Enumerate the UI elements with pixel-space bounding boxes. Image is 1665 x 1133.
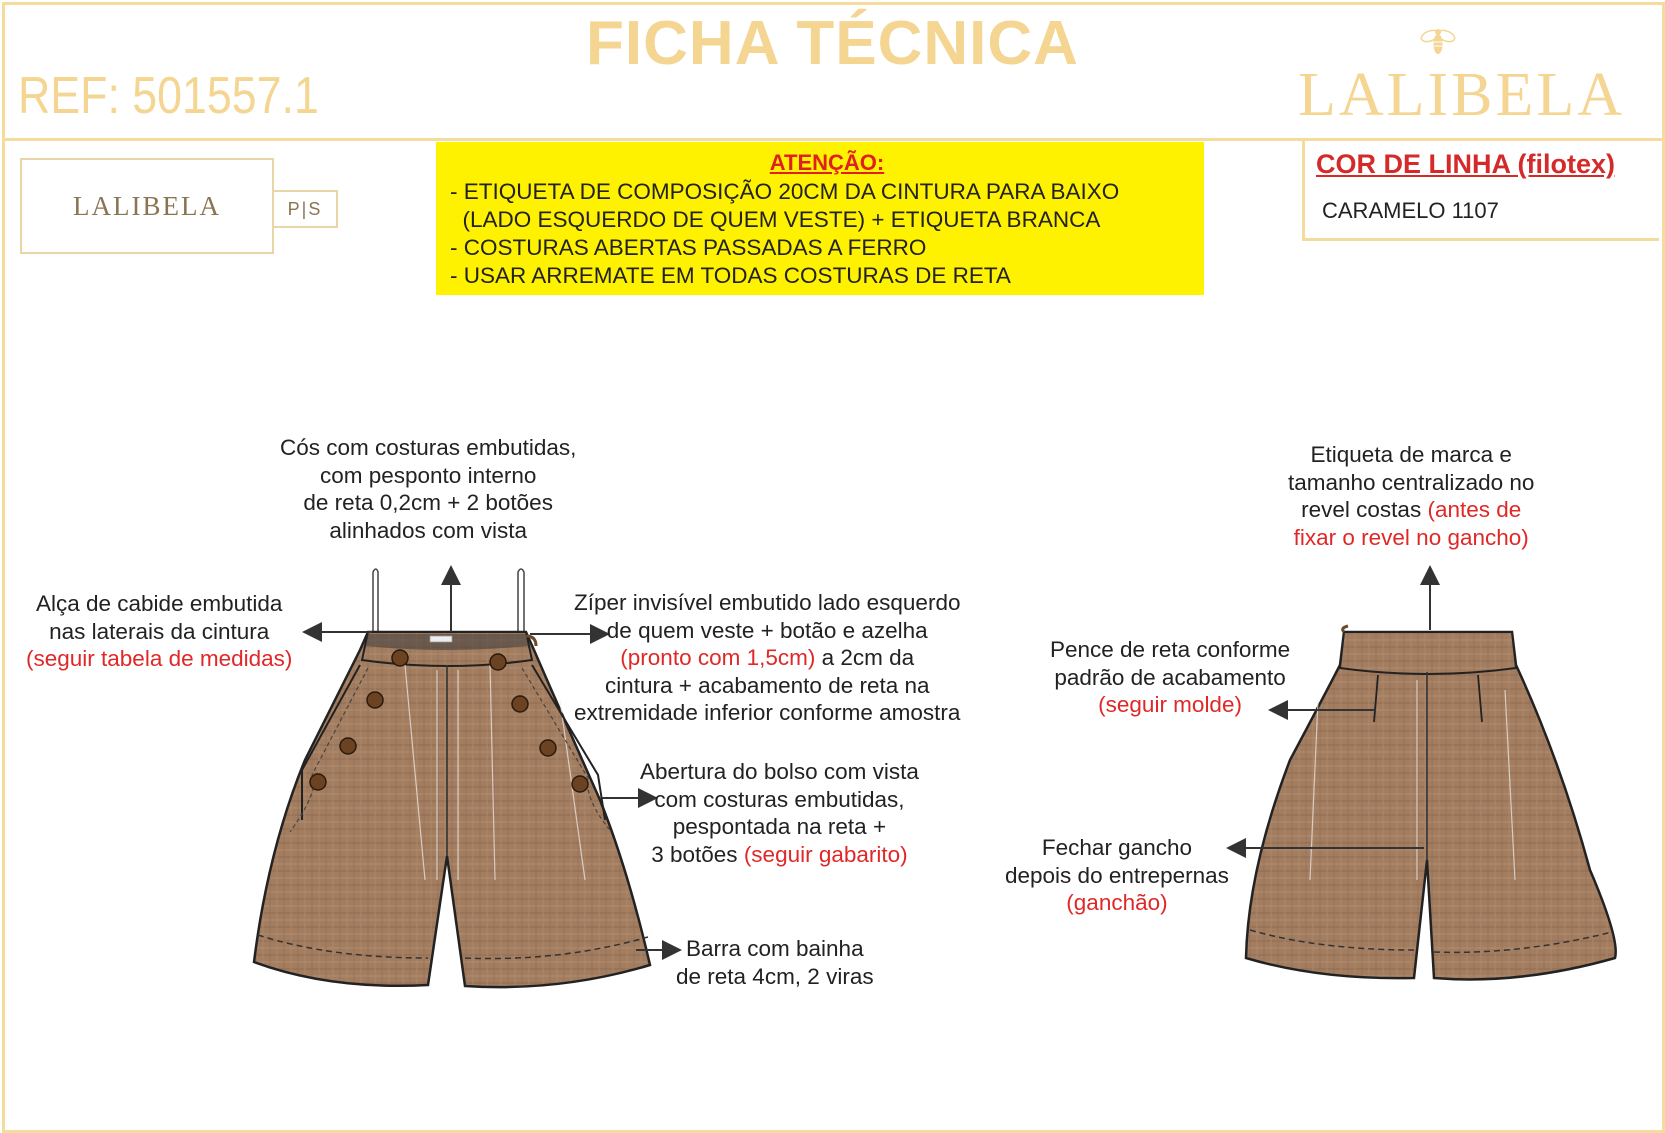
reference-code: REF: 501557.1 (18, 67, 319, 125)
brand-label-sample: LALIBELA (20, 158, 274, 254)
pocket-note: Abertura do bolso com vista com costuras embutidas, pespontada na reta + 3 botões (seguir gabarito) (640, 759, 919, 867)
waistband-note: Cós com costuras embutidas, com pesponto interno de reta 0,2cm + 2 botões alinhados com vista (280, 435, 577, 543)
back-shorts-drawing (1246, 626, 1616, 979)
dart-note: Pence de reta conforme padrão de acabamento (seguir molde) (1050, 637, 1291, 717)
thread-color-title: COR DE LINHA (filotex) (1316, 149, 1615, 179)
zipper-note: Zíper invisível embutido lado esquerdo de quem veste + botão e azelha (pronto com 1,5cm) a 2cm da cintura + acabamento de reta na extremidade inferior conforme amostra (574, 590, 961, 725)
page-title: FICHA TÉCNICA (586, 9, 1079, 78)
attention-line: (LADO ESQUERDO DE QUEM VESTE) + ETIQUETA BRANCA (450, 207, 1101, 232)
attention-line: - COSTURAS ABERTAS PASSADAS A FERRO (450, 235, 927, 260)
crotch-note: Fechar gancho depois do entrepernas (ganchão) (1005, 835, 1229, 915)
attention-line: - USAR ARREMATE EM TODAS COSTURAS DE RETA (450, 263, 1011, 288)
attention-line: - ETIQUETA DE COMPOSIÇÃO 20CM DA CINTURA PARA BAIXO (450, 179, 1120, 204)
attention-title: ATENÇÃO: (769, 150, 885, 175)
hanger-loop-note: Alça de cabide embutida nas laterais da cintura (seguir tabela de medidas) (26, 591, 293, 671)
brand-logo: LALIBELA (1298, 61, 1626, 129)
hem-note: Barra com bainha de reta 4cm, 2 viras (676, 936, 874, 989)
size-label-sample: P|S (274, 190, 338, 228)
brand-label-note: Etiqueta de marca e tamanho centralizado no revel costas (antes de fixar o revel no gancho) (1288, 442, 1535, 550)
thread-color-value: CARAMELO 1107 (1322, 198, 1499, 223)
